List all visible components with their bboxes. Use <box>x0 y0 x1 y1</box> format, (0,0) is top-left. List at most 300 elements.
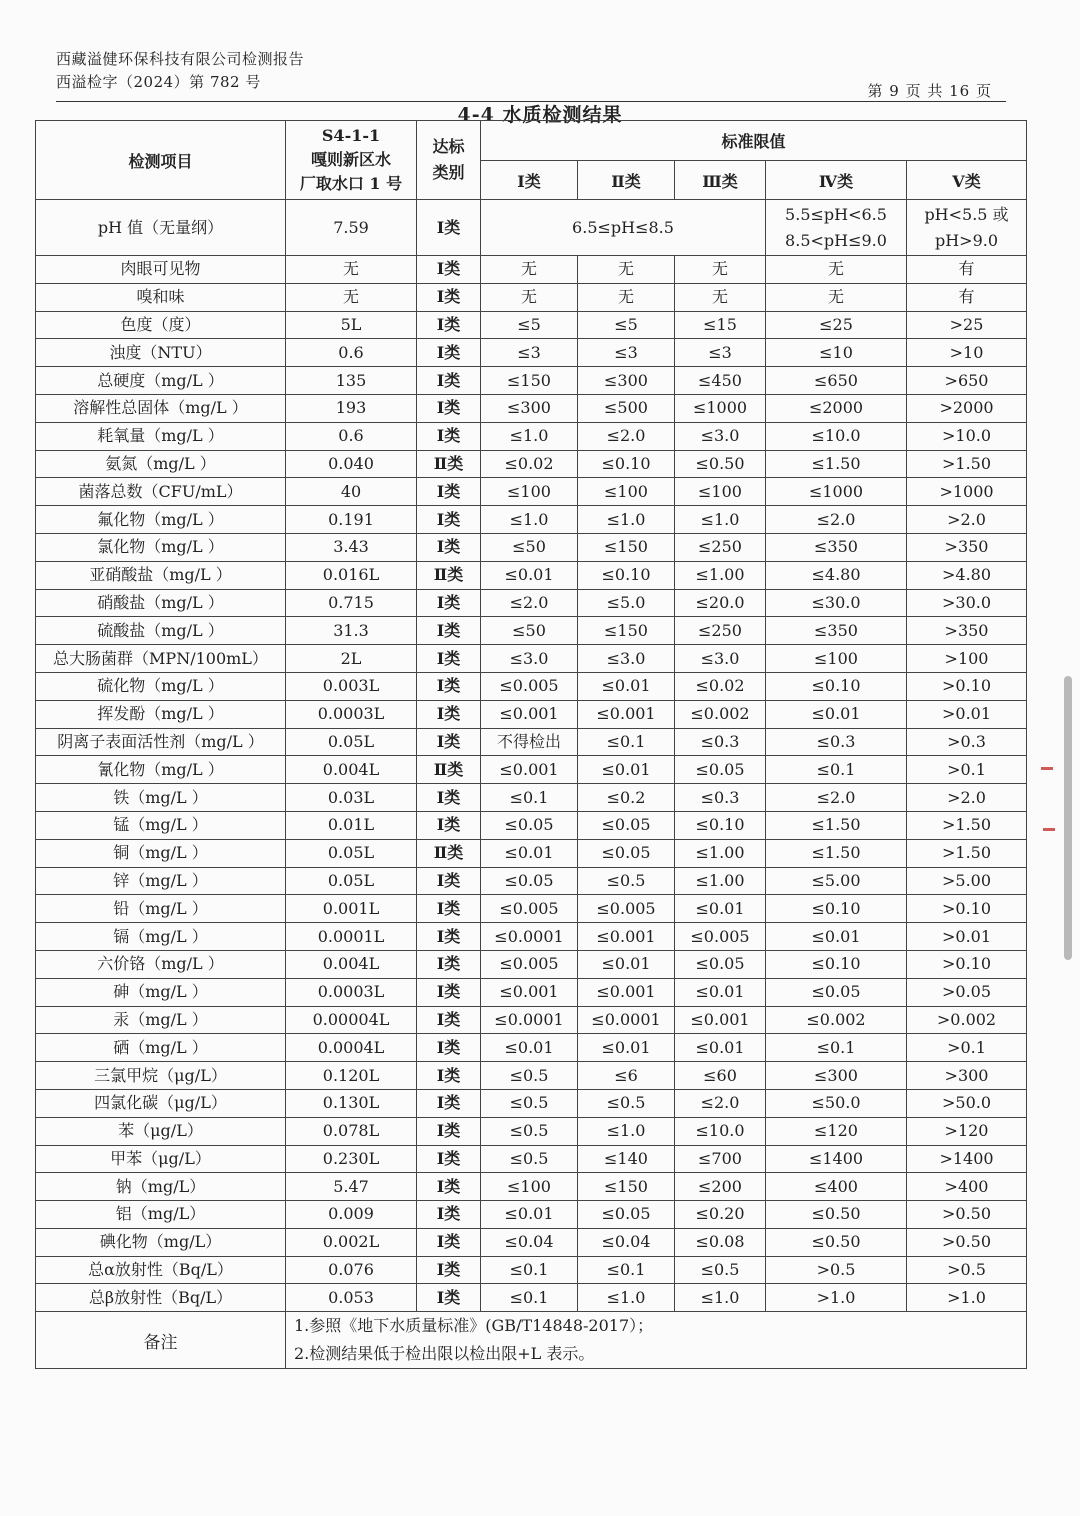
cell-l1: ≤0.01 <box>481 561 578 589</box>
cell-l4: ≤1000 <box>766 478 907 506</box>
remarks <box>286 1312 1027 1369</box>
cell-value: 0.6 <box>286 422 417 450</box>
header-grade-line: 类别 <box>432 163 465 182</box>
cell-l1: ≤3 <box>481 339 578 367</box>
cell-l5: >0.01 <box>907 923 1027 951</box>
cell-l4: ≤120 <box>766 1117 907 1145</box>
cell-grade: Ⅱ类 <box>417 839 481 867</box>
cell-l1: ≤0.05 <box>481 867 578 895</box>
cell-l4: ≤650 <box>766 367 907 395</box>
cell-grade: Ⅰ类 <box>417 1006 481 1034</box>
scrollbar[interactable] <box>1064 676 1072 960</box>
cell-l5: >10 <box>907 339 1027 367</box>
cell-l3: ≤1.00 <box>675 839 766 867</box>
cell-l4: ≤10 <box>766 339 907 367</box>
cell-l3: ≤15 <box>675 311 766 339</box>
cell-l1: ≤0.005 <box>481 895 578 923</box>
cell-l3: ≤0.20 <box>675 1201 766 1229</box>
cell-l2: ≤0.01 <box>578 672 675 700</box>
cell-l3: ≤0.05 <box>675 950 766 978</box>
cell-limit-4 <box>766 200 907 256</box>
cell-l3: ≤0.01 <box>675 895 766 923</box>
cell-grade: Ⅰ类 <box>417 1284 481 1312</box>
cell-l1: 无 <box>481 256 578 284</box>
table-row <box>36 478 1027 506</box>
cell-value: 0.01L <box>286 811 417 839</box>
cell-value: 0.009 <box>286 1201 417 1229</box>
cell-l1: 无 <box>481 283 578 311</box>
cell-l5: >10.0 <box>907 422 1027 450</box>
cell-l3: 无 <box>675 283 766 311</box>
margin-mark <box>1041 767 1053 770</box>
cell-l5: >650 <box>907 367 1027 395</box>
cell-l1: ≤0.01 <box>481 1034 578 1062</box>
cell-value: 0.040 <box>286 450 417 478</box>
cell-l3: ≤0.50 <box>675 450 766 478</box>
cell-value: 0.0003L <box>286 700 417 728</box>
cell-grade: Ⅰ类 <box>417 256 481 284</box>
cell-l5: >0.5 <box>907 1256 1027 1284</box>
cell-item: 氰化物（mg/L ） <box>36 756 286 784</box>
cell-value: 0.0003L <box>286 978 417 1006</box>
cell-grade: Ⅰ类 <box>417 784 481 812</box>
table-row <box>36 895 1027 923</box>
cell-grade: Ⅰ类 <box>417 672 481 700</box>
cell-value: 无 <box>286 256 417 284</box>
cell-l5: >350 <box>907 533 1027 561</box>
cell-grade: Ⅰ类 <box>417 1145 481 1173</box>
cell-l5: >0.05 <box>907 978 1027 1006</box>
cell-grade: Ⅰ类 <box>417 311 481 339</box>
cell-l1: ≤0.01 <box>481 839 578 867</box>
cell-l2: ≤0.1 <box>578 1256 675 1284</box>
cell-value: 0.002L <box>286 1228 417 1256</box>
cell-l4: ≤0.05 <box>766 978 907 1006</box>
cell-grade: Ⅰ类 <box>417 589 481 617</box>
cell-l1: ≤0.1 <box>481 1256 578 1284</box>
cell-l4: ≤300 <box>766 1062 907 1090</box>
cell-l1: ≤100 <box>481 478 578 506</box>
cell-l3: ≤0.3 <box>675 784 766 812</box>
cell-grade: Ⅰ类 <box>417 645 481 673</box>
table-row <box>36 533 1027 561</box>
cell-item: 浊度（NTU） <box>36 339 286 367</box>
cell-grade: Ⅰ类 <box>417 950 481 978</box>
cell-l5: >0.002 <box>907 1006 1027 1034</box>
table-row <box>36 811 1027 839</box>
table-row <box>36 978 1027 1006</box>
cell-l2: ≤0.5 <box>578 1089 675 1117</box>
cell-grade: Ⅰ类 <box>417 422 481 450</box>
cell-l4: ≤400 <box>766 1173 907 1201</box>
cell-l5: >2000 <box>907 394 1027 422</box>
table-row <box>36 1228 1027 1256</box>
cell-grade: Ⅰ类 <box>417 283 481 311</box>
table-row <box>36 728 1027 756</box>
cell-item: 六价铬（mg/L ） <box>36 950 286 978</box>
cell-grade: Ⅰ类 <box>417 923 481 951</box>
cell-l2: ≤0.001 <box>578 978 675 1006</box>
cell-item: 挥发酚（mg/L ） <box>36 700 286 728</box>
cell-l5: >0.1 <box>907 756 1027 784</box>
cell-l5: >400 <box>907 1173 1027 1201</box>
cell-l4: ≤0.01 <box>766 700 907 728</box>
cell-l3: ≤0.002 <box>675 700 766 728</box>
cell-l5: >0.10 <box>907 895 1027 923</box>
cell-item: 甲苯（μg/L） <box>36 1145 286 1173</box>
table-row <box>36 339 1027 367</box>
cell-item: 总大肠菌群（MPN/100mL） <box>36 645 286 673</box>
header-class-4: Ⅳ类 <box>766 161 907 200</box>
cell-l4: ≤350 <box>766 533 907 561</box>
cell-item: 硒（mg/L ） <box>36 1034 286 1062</box>
table-row <box>36 1145 1027 1173</box>
table-row <box>36 867 1027 895</box>
cell-item: 总α放射性（Bq/L） <box>36 1256 286 1284</box>
cell-grade: Ⅱ类 <box>417 756 481 784</box>
header-item: 检测项目 <box>36 121 286 200</box>
cell-l1: ≤0.001 <box>481 756 578 784</box>
header-grade <box>417 121 481 200</box>
cell-l2: ≤0.05 <box>578 811 675 839</box>
cell-item: 硝酸盐（mg/L ） <box>36 589 286 617</box>
cell-item: 阴离子表面活性剂（mg/L ） <box>36 728 286 756</box>
cell-grade: Ⅰ类 <box>417 394 481 422</box>
cell-value: 5L <box>286 311 417 339</box>
cell-item: 三氯甲烷（μg/L） <box>36 1062 286 1090</box>
cell-grade: Ⅱ类 <box>417 561 481 589</box>
table-row <box>36 367 1027 395</box>
cell-item: 钠（mg/L） <box>36 1173 286 1201</box>
cell-l3: ≤0.08 <box>675 1228 766 1256</box>
cell-l5: >0.1 <box>907 1034 1027 1062</box>
cell-l3: ≤250 <box>675 533 766 561</box>
cell-grade: Ⅰ类 <box>417 700 481 728</box>
cell-l2: ≤150 <box>578 1173 675 1201</box>
cell-value: 7.59 <box>286 200 417 256</box>
header-class-1: Ⅰ类 <box>481 161 578 200</box>
cell-grade: Ⅰ类 <box>417 1228 481 1256</box>
cell-item: 铁（mg/L ） <box>36 784 286 812</box>
cell-l3: ≤3.0 <box>675 645 766 673</box>
cell-l5: >0.50 <box>907 1201 1027 1229</box>
cell-l4: ≤50.0 <box>766 1089 907 1117</box>
cell-l5: >0.01 <box>907 700 1027 728</box>
cell-l2: ≤0.10 <box>578 450 675 478</box>
cell-l4: ≤0.002 <box>766 1006 907 1034</box>
cell-value: 0.078L <box>286 1117 417 1145</box>
cell-l2: 无 <box>578 283 675 311</box>
cell-l4: ≤0.50 <box>766 1201 907 1229</box>
cell-l1: ≤5 <box>481 311 578 339</box>
table-row <box>36 561 1027 589</box>
table-row <box>36 506 1027 534</box>
cell-l4: ≤0.50 <box>766 1228 907 1256</box>
cell-l4: ≤10.0 <box>766 422 907 450</box>
table-row <box>36 1284 1027 1312</box>
cell-l5: >1400 <box>907 1145 1027 1173</box>
cell-l5: >1.50 <box>907 811 1027 839</box>
cell-item: 锰（mg/L ） <box>36 811 286 839</box>
table-row <box>36 589 1027 617</box>
table-row <box>36 672 1027 700</box>
cell-item: 汞（mg/L ） <box>36 1006 286 1034</box>
remark-line: 1.参照《地下水质量标准》(GB/T14848-2017）； <box>294 1316 654 1336</box>
cell-l3: ≤100 <box>675 478 766 506</box>
cell-l3: ≤0.01 <box>675 978 766 1006</box>
cell-l4: ≤25 <box>766 311 907 339</box>
water-quality-table <box>35 120 1027 1369</box>
cell-l3: 无 <box>675 256 766 284</box>
cell-l3: ≤2.0 <box>675 1089 766 1117</box>
table-row <box>36 422 1027 450</box>
cell-l2: ≤0.1 <box>578 728 675 756</box>
cell-l4: >1.0 <box>766 1284 907 1312</box>
cell-value: 0.120L <box>286 1062 417 1090</box>
cell-l2: ≤0.04 <box>578 1228 675 1256</box>
cell-grade: Ⅰ类 <box>417 1256 481 1284</box>
cell-item: 锌（mg/L ） <box>36 867 286 895</box>
cell-item: 铝（mg/L） <box>36 1201 286 1229</box>
cell-value: 0.001L <box>286 895 417 923</box>
cell-l1: ≤0.04 <box>481 1228 578 1256</box>
cell-l2: ≤1.0 <box>578 1284 675 1312</box>
cell-l1: ≤50 <box>481 617 578 645</box>
cell-l1: ≤1.0 <box>481 506 578 534</box>
margin-mark <box>1043 828 1055 831</box>
cell-l4: ≤30.0 <box>766 589 907 617</box>
header-class-2: Ⅱ类 <box>578 161 675 200</box>
cell-l3: ≤20.0 <box>675 589 766 617</box>
cell-l1: ≤0.5 <box>481 1062 578 1090</box>
cell-l5: >2.0 <box>907 784 1027 812</box>
cell-l4: ≤0.10 <box>766 895 907 923</box>
table-row <box>36 700 1027 728</box>
cell-l4: ≤4.80 <box>766 561 907 589</box>
cell-l1: ≤0.005 <box>481 950 578 978</box>
table-row <box>36 1089 1027 1117</box>
cell-l4: 无 <box>766 283 907 311</box>
cell-l4: ≤0.1 <box>766 756 907 784</box>
page-indicator: 第 9 页 共 16 页 <box>867 82 992 100</box>
cell-item: 氨氮（mg/L ） <box>36 450 286 478</box>
cell-l4: ≤0.10 <box>766 672 907 700</box>
cell-grade: Ⅰ类 <box>417 1062 481 1090</box>
cell-l4: ≤1400 <box>766 1145 907 1173</box>
cell-l3: ≤0.01 <box>675 1034 766 1062</box>
cell-grade: Ⅰ类 <box>417 1173 481 1201</box>
cell-limit-5 <box>907 200 1027 256</box>
cell-grade: Ⅰ类 <box>417 1201 481 1229</box>
cell-l2: ≤0.01 <box>578 1034 675 1062</box>
cell-l1: ≤0.5 <box>481 1117 578 1145</box>
cell-value: 0.00004L <box>286 1006 417 1034</box>
cell-l1: ≤0.5 <box>481 1145 578 1173</box>
cell-item: 耗氧量（mg/L ） <box>36 422 286 450</box>
cell-l1: ≤0.001 <box>481 978 578 1006</box>
cell-l4: >0.5 <box>766 1256 907 1284</box>
cell-l2: ≤150 <box>578 533 675 561</box>
header-sample-line: S4-1-1 <box>321 126 381 145</box>
cell-l2: ≤1.0 <box>578 1117 675 1145</box>
cell-value: 0.05L <box>286 728 417 756</box>
cell-l3: ≤450 <box>675 367 766 395</box>
cell-l5: >0.10 <box>907 672 1027 700</box>
cell-value: 0.0004L <box>286 1034 417 1062</box>
cell-l5: >100 <box>907 645 1027 673</box>
cell-item: 砷（mg/L ） <box>36 978 286 1006</box>
cell-l4: ≤1.50 <box>766 450 907 478</box>
cell-value: 0.076 <box>286 1256 417 1284</box>
cell-l2: ≤300 <box>578 367 675 395</box>
cell-l1: ≤1.0 <box>481 422 578 450</box>
cell-grade: Ⅰ类 <box>417 1034 481 1062</box>
table-row <box>36 1117 1027 1145</box>
cell-l3: ≤0.001 <box>675 1006 766 1034</box>
header-sample-line: 嘎则新区水 <box>310 150 391 169</box>
cell-l4: ≤5.00 <box>766 867 907 895</box>
cell-grade: Ⅰ类 <box>417 978 481 1006</box>
cell-l1: ≤50 <box>481 533 578 561</box>
cell-item: 硫化物（mg/L ） <box>36 672 286 700</box>
cell-l3: ≤1000 <box>675 394 766 422</box>
cell-l3: ≤200 <box>675 1173 766 1201</box>
cell-l3: ≤3.0 <box>675 422 766 450</box>
cell-item: 苯（μg/L） <box>36 1117 286 1145</box>
table-row <box>36 950 1027 978</box>
cell-l5: 有 <box>907 283 1027 311</box>
cell-l2: ≤0.01 <box>578 950 675 978</box>
cell-l2: ≤150 <box>578 617 675 645</box>
cell-l3: ≤700 <box>675 1145 766 1173</box>
cell-l2: ≤6 <box>578 1062 675 1090</box>
cell-l1: ≤0.1 <box>481 1284 578 1312</box>
header-class-3: Ⅲ类 <box>675 161 766 200</box>
cell-l5: >4.80 <box>907 561 1027 589</box>
cell-l2: ≤2.0 <box>578 422 675 450</box>
cell-l2: ≤0.001 <box>578 700 675 728</box>
table-row <box>36 450 1027 478</box>
cell-l2: 无 <box>578 256 675 284</box>
cell-value: 193 <box>286 394 417 422</box>
cell-l2: ≤0.0001 <box>578 1006 675 1034</box>
cell-item: 嗅和味 <box>36 283 286 311</box>
table-row <box>36 311 1027 339</box>
cell-l2: ≤0.05 <box>578 1201 675 1229</box>
cell-l5: >300 <box>907 1062 1027 1090</box>
cell-l5: >2.0 <box>907 506 1027 534</box>
cell-l4: ≤0.01 <box>766 923 907 951</box>
table-row <box>36 283 1027 311</box>
cell-l1: ≤0.1 <box>481 784 578 812</box>
cell-l1: 不得检出 <box>481 728 578 756</box>
cell-l3: ≤3 <box>675 339 766 367</box>
cell-l5: >5.00 <box>907 867 1027 895</box>
cell-limit-4-line: 8.5<pH≤9.0 <box>785 230 887 250</box>
cell-value: 0.016L <box>286 561 417 589</box>
cell-grade: Ⅰ类 <box>417 617 481 645</box>
cell-item: 溶解性总固体（mg/L ） <box>36 394 286 422</box>
cell-item: 色度（度） <box>36 311 286 339</box>
cell-l3: ≤0.05 <box>675 756 766 784</box>
cell-value: 0.715 <box>286 589 417 617</box>
cell-l1: ≤3.0 <box>481 645 578 673</box>
table-row <box>36 839 1027 867</box>
cell-value: 3.43 <box>286 533 417 561</box>
cell-l1: ≤0.001 <box>481 700 578 728</box>
cell-l3: ≤0.5 <box>675 1256 766 1284</box>
cell-l5: >0.50 <box>907 1228 1027 1256</box>
cell-l5: >1.50 <box>907 839 1027 867</box>
cell-grade: Ⅰ类 <box>417 478 481 506</box>
table-row <box>36 1256 1027 1284</box>
cell-l3: ≤0.005 <box>675 923 766 951</box>
cell-value: 0.03L <box>286 784 417 812</box>
cell-l5: >0.10 <box>907 950 1027 978</box>
cell-limit-4-line: 5.5≤pH<6.5 <box>785 204 887 224</box>
table-row <box>36 1201 1027 1229</box>
cell-value: 0.191 <box>286 506 417 534</box>
cell-value: 2L <box>286 645 417 673</box>
cell-l2: ≤5.0 <box>578 589 675 617</box>
cell-l4: ≤1.50 <box>766 839 907 867</box>
cell-l3: ≤1.0 <box>675 506 766 534</box>
cell-l1: ≤0.05 <box>481 811 578 839</box>
cell-grade: Ⅰ类 <box>417 1089 481 1117</box>
table-row-ph <box>36 200 1027 256</box>
cell-l2: ≤5 <box>578 311 675 339</box>
company-name: 西藏溢健环保科技有限公司检测报告 <box>56 50 305 68</box>
page-title: 4-4 水质检测结果 <box>457 104 623 126</box>
report-number: 西溢检字（2024）第 782 号 <box>56 73 261 91</box>
cell-value: 0.003L <box>286 672 417 700</box>
cell-l2: ≤3.0 <box>578 645 675 673</box>
cell-l1: ≤0.02 <box>481 450 578 478</box>
cell-limit-5-line: pH>9.0 <box>934 230 999 250</box>
cell-l4: ≤100 <box>766 645 907 673</box>
cell-grade: Ⅰ类 <box>417 728 481 756</box>
cell-value: 31.3 <box>286 617 417 645</box>
cell-l3: ≤1.00 <box>675 561 766 589</box>
cell-l1: ≤0.01 <box>481 1201 578 1229</box>
cell-item: 碘化物（mg/L） <box>36 1228 286 1256</box>
cell-value: 0.6 <box>286 339 417 367</box>
cell-grade: Ⅰ类 <box>417 867 481 895</box>
table-row <box>36 394 1027 422</box>
table-row <box>36 256 1027 284</box>
cell-value: 无 <box>286 283 417 311</box>
cell-value: 0.004L <box>286 756 417 784</box>
cell-l1: ≤150 <box>481 367 578 395</box>
cell-l3: ≤250 <box>675 617 766 645</box>
cell-l2: ≤500 <box>578 394 675 422</box>
cell-l4: ≤0.10 <box>766 950 907 978</box>
cell-grade: Ⅰ类 <box>417 1117 481 1145</box>
cell-l2: ≤0.2 <box>578 784 675 812</box>
cell-value: 0.004L <box>286 950 417 978</box>
cell-limit-5-line: pH<5.5 或 <box>924 204 1009 224</box>
cell-grade: Ⅰ类 <box>417 895 481 923</box>
cell-item: 肉眼可见物 <box>36 256 286 284</box>
cell-value: 135 <box>286 367 417 395</box>
cell-item: 总硬度（mg/L ） <box>36 367 286 395</box>
remark-label: 备注 <box>36 1312 286 1369</box>
cell-item: 铅（mg/L ） <box>36 895 286 923</box>
cell-item: 亚硝酸盐（mg/L ） <box>36 561 286 589</box>
cell-grade: Ⅰ类 <box>417 533 481 561</box>
cell-l2: ≤1.0 <box>578 506 675 534</box>
cell-value: 0.230L <box>286 1145 417 1173</box>
